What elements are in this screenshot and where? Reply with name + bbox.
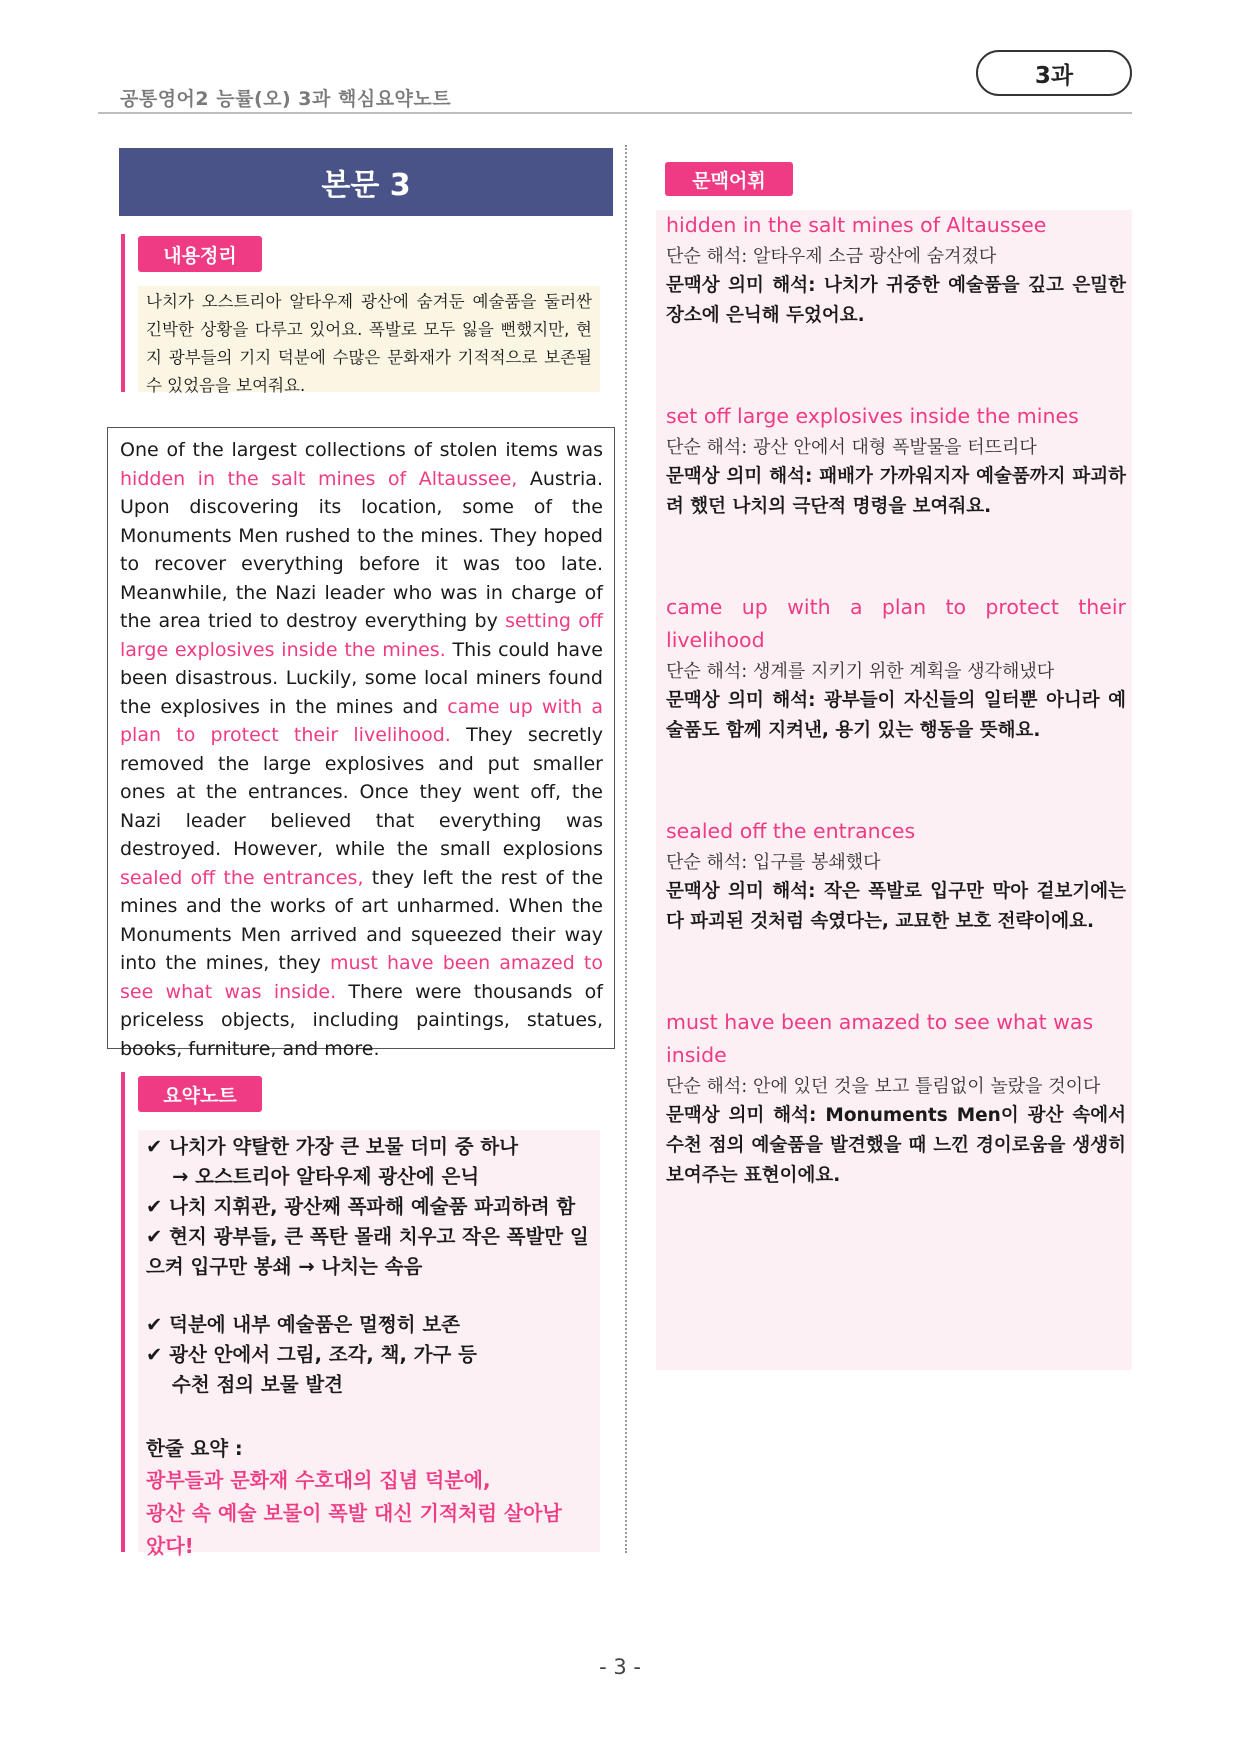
vocab-context-meaning: 문맥상 의미 해석: 작은 폭발로 입구만 막아 겉보기에는 다 파괴된 것처럼 속였다는, 교묘한 보호 전략이에요.: [666, 881, 1126, 932]
content-summary-text: 나치가 오스트리아 알타우제 광산에 숨겨둔 예술품을 둘러싼 긴박한 상황을 다루고 있어요. 폭발로 모두 잃을 뻔했지만, 현지 광부들의 기지 덕분에 수많은 문화재가 기적적으로 보존될 수 있었음을 보여줘요.: [138, 286, 600, 392]
summary-notes-content: [138, 1130, 600, 1558]
vocab-simple-meaning: 단순 해석: 광산 안에서 대형 폭발물을 터뜨리다: [666, 437, 1037, 458]
passage-text: [107, 427, 615, 1060]
context-vocab-label: 문맥어휘: [665, 162, 793, 196]
note-item: ✔ 나치 지휘관, 광산째 폭파해 예술품 파괴하려 함: [146, 1195, 576, 1218]
note-item: → 오스트리아 알타우제 광산에 은닉: [172, 1165, 480, 1188]
vocab-context-meaning: 문맥상 의미 해석: 나치가 귀중한 예술품을 깊고 은밀한 장소에 은닉해 두었어요.: [666, 275, 1126, 326]
vocab-phrase: sealed off the entrances: [666, 819, 916, 843]
passage-segment: One of the largest collections of stolen items was: [120, 439, 603, 461]
passage-highlight-5: must have been amazed to see what was inside.: [120, 952, 603, 1003]
vocab-item: [666, 591, 1126, 746]
vocab-context-meaning: 문맥상 의미 해석: Monuments Men이 광산 속에서 수천 점의 예술품을 발견했을 때 느낀 경이로움을 생생히 보여주는 표현이에요.: [666, 1105, 1126, 1186]
one-line-summary-line: 았다!: [146, 1534, 194, 1558]
vocab-context-meaning: 문맥상 의미 해석: 광부들이 자신들의 일터뿐 아니라 예술품도 함께 지켜낸, 용기 있는 행동을 뜻해요.: [666, 690, 1126, 741]
vocab-context-meaning: 문맥상 의미 해석: 패배가 가까워지자 예술품까지 파괴하려 했던 나치의 극단적 명령을 보여줘요.: [666, 466, 1126, 517]
page-number: - 3 -: [599, 1655, 641, 1679]
passage-segment: they left the rest of the mines and the works of art unharmed. When the Monuments Men arrived and squeezed their way into the mines, they: [120, 866, 604, 974]
vocab-item: [666, 1006, 1126, 1191]
vocab-simple-meaning: 단순 해석: 생계를 지키기 위한 계획을 생각해냈다: [666, 661, 1055, 682]
vocab-phrase: livelihood: [666, 628, 765, 652]
vocab-item: [666, 400, 1126, 522]
note-item: 으켜 입구만 봉쇄 → 나치는 속음: [146, 1255, 423, 1278]
vocab-item: [666, 815, 1126, 937]
one-line-summary-line: 광부들과 문화재 수호대의 집념 덕분에,: [146, 1468, 491, 1492]
passage-highlight-2: setting off large explosives inside the mines.: [120, 610, 603, 661]
one-line-summary-label: 한줄 요약 :: [146, 1437, 243, 1460]
column-divider: [625, 145, 627, 1553]
note-item: ✔ 덕분에 내부 예술품은 멀쩡히 보존: [146, 1313, 461, 1336]
passage-highlight-1: hidden in the salt mines of Altaussee,: [120, 467, 518, 490]
lesson-tab: 3과: [976, 50, 1132, 96]
vocab-item: [666, 209, 1126, 331]
vocab-phrase: must have been amazed to see what was inside: [666, 1010, 1094, 1067]
vocab-simple-meaning: 단순 해석: 입구를 봉쇄했다: [666, 852, 881, 873]
note-item: ✔ 현지 광부들, 큰 폭탄 몰래 치우고 작은 폭발만 일: [146, 1225, 589, 1248]
passage-highlight-3: came up with a plan to protect their livelihood.: [120, 695, 603, 746]
summary-notes-box: [121, 1072, 596, 1558]
passage-segment: There were thousands of priceless objects, including paintings, statues, books, furniture, and more.: [120, 980, 603, 1060]
one-line-summary-line: 광산 속 예술 보물이 폭발 대신 기적처럼 살아남: [146, 1501, 562, 1525]
document-header-title: 공통영어2 능률(오) 3과 핵심요약노트: [120, 88, 452, 110]
passage-highlight-4: sealed off the entrances,: [120, 866, 364, 889]
vocab-simple-meaning: 단순 해석: 알타우제 소금 광산에 숨겨졌다: [666, 246, 997, 267]
passage-segment: This could have been disastrous. Luckily, some local miners found the explosives in the mines and: [120, 638, 603, 718]
summary-notes-label: 요약노트: [138, 1076, 262, 1112]
vocab-phrase: came up with a plan to protect their: [666, 595, 1126, 619]
header-divider: [98, 112, 1132, 114]
vocab-phrase: set off large explosives inside the mines: [666, 404, 1079, 428]
section-title-banner: 본문 3: [119, 148, 613, 216]
vocab-simple-meaning: 단순 해석: 안에 있던 것을 보고 틀림없이 놀랐을 것이다: [666, 1076, 1101, 1097]
context-vocab-panel: [656, 210, 1132, 1370]
vocab-phrase: hidden in the salt mines of Altaussee: [666, 213, 1047, 237]
content-summary-box: [121, 234, 596, 395]
note-item: ✔ 광산 안에서 그림, 조각, 책, 가구 등: [146, 1343, 477, 1366]
note-item: 수천 점의 보물 발견: [172, 1373, 344, 1396]
note-item: ✔ 나치가 약탈한 가장 큰 보물 더미 중 하나: [146, 1135, 519, 1158]
passage-segment: They secretly removed the large explosives and put smaller ones at the entrances. Once they went off, the Nazi leader believed that everything was destroyed. However, while the small explosions: [120, 724, 603, 860]
passage-segment: Austria. Upon discovering its location, some of the Monuments Men rushed to the mines. They hoped to recover everything before it was too late. Meanwhile, the Nazi leader who was in charge of the area tried to destroy everything by: [120, 467, 603, 632]
content-summary-label: 내용정리: [138, 236, 262, 272]
